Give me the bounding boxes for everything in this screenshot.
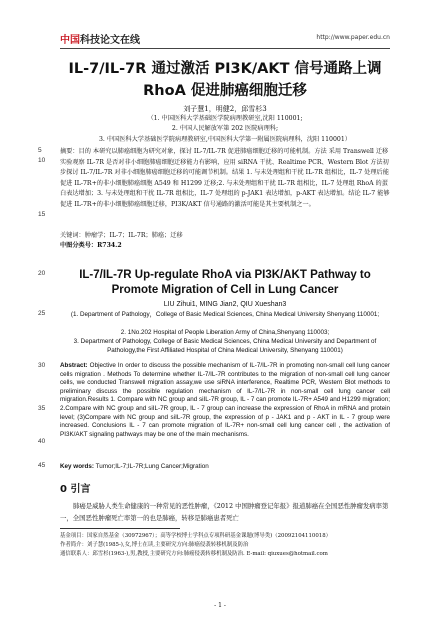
footnote-contact: 通信联系人：邱雪杉(1963-),男,教授,主要研究方向:肺癌侵袭转移机制及防治. E-mail: qiuxues@hotmail.com bbox=[60, 551, 328, 557]
title-english: IL-7/IL-7R Up-regulate RhoA via PI3K/AKT Pathway to Promote Migration of Cell in Lung Cancer bbox=[79, 269, 371, 296]
keywords-english-text: Tumor;IL-7;IL-7R;Lung Cancer;Migration bbox=[95, 463, 209, 470]
line-number: 15 bbox=[38, 211, 46, 218]
affiliation-cn-2: 2. 中国人民解放军第 202 医院病理科; bbox=[171, 125, 279, 132]
line-number: 30 bbox=[38, 362, 46, 369]
keywords-chinese: 关键词：肿瘤学；IL-7；IL-7R；肺癌；迁移 bbox=[60, 232, 183, 239]
footnote-author: 作者简介：刘子慧(1985-),女,博士在读,主要研究方向:肺癌侵袭转移机制及防治 bbox=[60, 542, 249, 548]
authors-english: LIU Zihui1, MING Jian2, QIU Xueshan3 bbox=[163, 301, 287, 308]
section-heading-intro: 0 引言 bbox=[60, 484, 91, 495]
clc-number: 中图分类号：R734.2 bbox=[60, 242, 122, 249]
affiliation-cn-3: 3. 中国医科大学基础医学院病理教研室,中国医科大学第一附属医院病理科，沈阳 110001） bbox=[99, 136, 351, 143]
keywords-label: Key words: bbox=[60, 463, 94, 470]
footnotes bbox=[60, 532, 390, 559]
footnote-fund: 基金项目：国家自然基金（30972967）；高等学校博士学科点专项科研基金课题(博导类)（20092104110018） bbox=[60, 533, 332, 539]
line-number: 5 bbox=[38, 147, 42, 154]
affiliation-en-3: 3. Department of Pathology, College of Basic Medical Sciences, China Medical University and Department of Pathology,the First Affiliated Hospital of China Medical University, Shenyang 110001) bbox=[73, 338, 377, 354]
line-number: 45 bbox=[38, 462, 46, 469]
abstract-chinese: 摘要：目的 本研究以肺癌细胞为研究对象，探讨 IL-7/IL-7R 促进肺癌细胞迁移的可能机制。方法 采用 Transwell 迁移实验观察 IL-7R 是否对非小细胞肺癌细胞迁移能力有影响，应用 siRNA 干扰、Realtime PCR、Western Blot 方法初步探讨 IL-7/IL-7R 对非小细胞肺癌细胞迁移的可能调节机制。结果 1. 与未处理组和干扰 IL-7R 组相比，IL-7 处理后能促进 IL-7R+的非小细胞肺癌细胞 A549 和 H1299 迁移;2. 与未处理组和干扰 IL-7R 组相比，IL-7 处理组 RhoA 的蛋白表达增加；3. 与未处理组和干扰 IL-7R 组相比，IL-7 处理组的 p-JAK1 表达增加，p-AKT 表达增加。结论 IL-7 能够促进 IL-7R+的非小细胞肺癌细胞迁移，PI3K/AKT 信号通路的激活可能是其主要机制之一。 bbox=[60, 148, 390, 208]
affiliation-en-1: (1. Department of Pathology，College of Basic Medical Sciences, China Medical University Shenyang 110001; bbox=[70, 311, 380, 318]
line-number: 10 bbox=[38, 157, 46, 164]
affiliation-en-2: 2. 1No.202 Hospital of People Liberation Army of China,Shenyang 110003; bbox=[120, 329, 330, 336]
line-number: 20 bbox=[38, 270, 46, 277]
line-number: 40 bbox=[38, 438, 46, 445]
title-chinese: IL-7/IL-7R 通过激活 PI3K/AKT 信号通路上调 RhoA 促进肺癌细胞迁移 bbox=[68, 61, 382, 99]
line-number: 35 bbox=[38, 405, 46, 412]
affiliation-cn-1: （1. 中国医科大学基础医学院病理教研室,沈阳 110001; bbox=[147, 115, 303, 122]
footnote-divider bbox=[60, 528, 180, 529]
page-header bbox=[60, 31, 390, 47]
logo-mark: 中国 bbox=[60, 35, 80, 46]
keywords-english bbox=[60, 462, 390, 471]
page-number: - 1 - bbox=[214, 602, 226, 609]
header-divider bbox=[60, 48, 390, 49]
abstract-english-text: Objective In order to discuss the possible mechanism of IL-7/IL-7R in promoting non-small cell lung cancer cells migration . Methods To determine whether IL-7/IL-7R contributes to the migration of non-small cell lung cancer cells, we conducted Transwell migration assay,we use siRNA interference, Realtime PCR, Western Blot methods to preliminary discuss the possible regulation mechanism of IL-7/IL-7R in non-small cell lung cancer cell migration.Results 1. Compare with NC group and siIL-7R group, IL - 7 can promote IL-7R+ A549 and H1299 migration; 2.Compare with NC group and siIL-7R group, IL - 7 group can increase the expression of RhoA in mRNA and protein level; (3)Compare with NC group and siIL-7R group, the expression of p - JAK1 and p - AKT in IL - 7 group were increased. Conclusions IL - 7 can promote migration of IL-7R+ non-small cell lung cancer cell , the activation of PI3K/AKT signaling pathways may be one of the main mechanisms. bbox=[60, 362, 390, 438]
abstract-label: Abstract: bbox=[60, 362, 88, 369]
intro-paragraph: 肺癌是威胁人类生命健康的一种常见的恶性肿瘤，《2012 中国肿瘤登记年报》报道肺癌在全国恶性肿瘤发病率第一，全国恶性肿瘤死亡率第一的也是肺癌，转移是肺癌患者死亡 bbox=[60, 502, 389, 522]
site-logo[interactable] bbox=[60, 31, 140, 46]
logo-name: 科技论文在线 bbox=[80, 35, 140, 46]
line-number: 25 bbox=[38, 310, 46, 317]
abstract-english bbox=[60, 362, 390, 439]
site-url[interactable]: http://www.paper.edu.cn bbox=[316, 34, 390, 41]
authors-chinese: 刘子慧1，明健2，邱雪杉3 bbox=[183, 105, 267, 113]
